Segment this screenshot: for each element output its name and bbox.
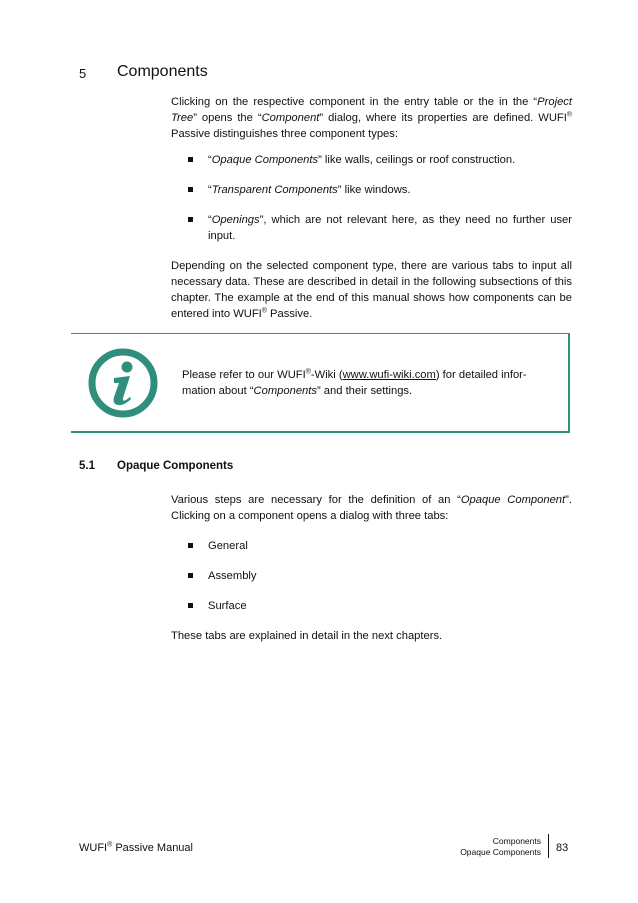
emphasis: Transparent Components [211,184,338,196]
bullet-square-icon [188,543,193,548]
registered-mark: ® [305,368,311,376]
text-run: Passive Manual [112,842,193,854]
emphasis: Openings [211,214,260,226]
emphasis: Components [253,385,317,397]
text-run: “ [208,214,212,226]
list-item-label: General [208,540,248,552]
text-run: Passive. [266,308,313,320]
text-run: ”, which are not relevant here, as they need no further user input. [208,214,572,242]
components-paragraph [171,258,572,322]
intro-paragraph [171,94,572,142]
text-run: ” opens the “ [193,112,262,124]
bullet-square-icon [188,217,193,222]
footer-divider [548,834,549,858]
page-number: 83 [556,842,569,854]
bullet-square-icon [188,157,193,162]
section-number: 5.1 [79,460,95,472]
text-run: ” and their settings. [316,385,413,397]
text-run: Clicking on the respective component in the entry table or the in the “ [171,96,538,108]
text-run: -Wiki ( [310,369,343,381]
section-title: Opaque Components [117,460,234,472]
section-paragraph [171,492,572,524]
text-run: Passive distinguishes three component types: [171,128,398,140]
section-closing-paragraph: These tabs are explained in detail in the next chapters. [171,630,443,642]
text-run: ” like windows. [337,184,411,196]
info-icon [86,346,160,425]
bullet-square-icon [188,573,193,578]
list-item [188,568,572,584]
list-item [188,212,572,244]
text-run: ” dialog, where its properties are defined. WUFI [319,112,567,124]
chapter-title: Components [117,63,208,80]
list-item [188,152,572,168]
text-run: “ [208,154,212,166]
list-item-label: Assembly [208,570,257,582]
footer-manual-title [79,842,193,854]
text-run: Please refer to our WUFI [182,369,306,381]
text-run: WUFI [79,842,108,854]
emphasis: Opaque Components [211,154,319,166]
registered-mark: ® [261,307,267,315]
emphasis: Opaque Component [460,494,566,506]
text-run: ” like walls, ceilings or roof construction. [318,154,516,166]
registered-mark: ® [566,111,573,119]
emphasis: Project Tree [171,96,572,124]
footer-section-path [440,836,541,858]
text-run: ”. Clicking on a component opens a dialog with three tabs: [171,494,572,522]
text-run: ) for detailed infor-mation about “ [182,369,527,397]
info-text [182,367,552,399]
wiki-link[interactable]: www.wufi-wiki.com [342,369,436,381]
text-run: Various steps are necessary for the definition of an “ [171,494,461,506]
registered-mark: ® [107,841,113,849]
list-item [188,598,572,614]
bullet-square-icon [188,603,193,608]
list-item [188,538,572,554]
footer-section: Opaque Components [460,847,541,857]
text-run: Depending on the selected component type, there are various tabs to input all necessary data. These are described in detail in the following subsections of this chapter. The example at the end of this manual shows how components can be entered into WUFI [171,260,572,320]
bullet-square-icon [188,187,193,192]
list-item [188,182,572,198]
list-item-label: Surface [208,600,247,612]
emphasis: Component [261,112,320,124]
footer-chapter: Components [492,836,541,846]
chapter-number: 5 [79,66,87,81]
text-run: “ [208,184,212,196]
